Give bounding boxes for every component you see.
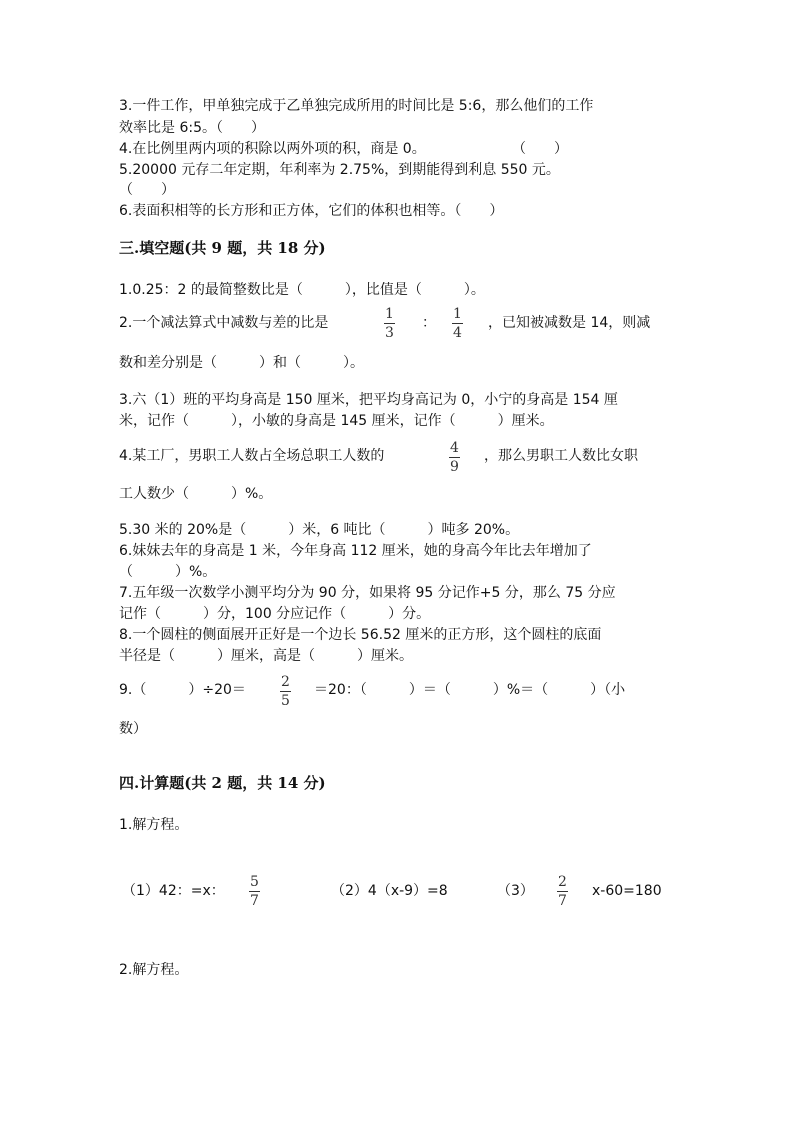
fill-q6-line2: （ ）%。 [119, 564, 217, 580]
equation-3-body: x-60=180 [592, 883, 662, 899]
fill-q7-line1: 7.五年级一次数学小测平均分为 90 分，如果将 95 分记作+5 分，那么 75 分应 [119, 585, 616, 601]
fraction-numerator: 2 [558, 874, 567, 890]
fill-q2-fraction-2 [452, 306, 463, 341]
judge-q5-line1: 5.20000 元存二年定期，年利率为 2.75%，到期能得到利息 550 元。 [119, 162, 560, 178]
equation-1: （1）42：=x： [122, 883, 225, 899]
judge-q5-line2: （ ） [119, 182, 175, 198]
fill-q3-line2: 米，记作（ ），小敏的身高是 145 厘米，记作（ ）厘米。 [119, 413, 554, 429]
calc-q1: 1.解方程。 [119, 817, 189, 833]
calc-q2: 2.解方程。 [119, 962, 189, 978]
judge-q4: 4.在比例里两内项的积除以两外项的积，商是 0。 [119, 141, 426, 157]
fill-q5: 5.30 米的 20%是（ ）米，6 吨比（ ）吨多 20%。 [119, 522, 520, 538]
fill-q1: 1.0.25：2 的最简整数比是（ ），比值是（ ）。 [119, 282, 485, 298]
fill-q4-a: 4.某工厂，男职工人数占全场总职工人数的 [119, 448, 385, 464]
fraction-numerator: 1 [453, 306, 462, 322]
fill-q3-line1: 3.六（1）班的平均身高是 150 厘米，把平均身高记为 0，小宁的身高是 154 厘 [119, 392, 618, 408]
fraction-numerator: 4 [450, 440, 459, 456]
fraction-denominator: 3 [385, 325, 394, 341]
section4-title: 四.计算题(共 2 题，共 14 分) [119, 774, 326, 792]
equation-2: （2）4（x-9）=8 [331, 883, 448, 899]
fill-q9-a: 9.（ ）÷20＝ [119, 682, 246, 698]
fill-q2-a: 2.一个减法算式中减数与差的比是 [119, 315, 329, 331]
fill-q2-colon: ： [422, 315, 436, 331]
fill-q4-line2: 工人数少（ ）%。 [119, 486, 273, 502]
fill-q7-line2: 记作（ ）分，100 分应记作（ ）分。 [119, 606, 431, 622]
fill-q9-fraction [280, 674, 291, 709]
fraction-denominator: 4 [453, 325, 462, 341]
fraction-numerator: 1 [385, 306, 394, 322]
judge-q4-paren: （ ） [512, 141, 568, 157]
fill-q2-line2: 数和差分别是（ ）和（ ）。 [119, 355, 364, 371]
fill-q2-b: ，已知被减数是 14，则减 [488, 315, 651, 331]
fill-q4-b: ，那么男职工人数比女职 [484, 448, 638, 464]
fill-q8-line2: 半径是（ ）厘米，高是（ ）厘米。 [119, 648, 413, 664]
fill-q4-fraction [449, 440, 460, 475]
fill-q8-line1: 8.一个圆柱的侧面展开正好是一个边长 56.52 厘米的正方形，这个圆柱的底面 [119, 627, 602, 643]
equation-1-fraction [249, 874, 260, 909]
fraction-numerator: 2 [281, 674, 290, 690]
fraction-numerator: 5 [250, 874, 259, 890]
fraction-denominator: 7 [558, 893, 567, 909]
equation-3-label: （3） [497, 883, 534, 899]
section3-title: 三.填空题(共 9 题，共 18 分) [119, 239, 326, 257]
fraction-denominator: 7 [250, 893, 259, 909]
fraction-denominator: 5 [281, 693, 290, 709]
fill-q6-line1: 6.妹妹去年的身高是 1 米，今年身高 112 厘米，她的身高今年比去年增加了 [119, 543, 592, 559]
judge-q6: 6.表面积相等的长方形和正方体，它们的体积也相等。（ ） [119, 203, 504, 219]
judge-q3-line2: 效率比是 6:5。（ ） [119, 120, 265, 136]
judge-q3-line1: 3.一件工作，甲单独完成于乙单独完成所用的时间比是 5:6，那么他们的工作 [119, 98, 594, 114]
fraction-denominator: 9 [450, 459, 459, 475]
fill-q2-fraction-1 [384, 306, 395, 341]
fill-q9-line2: 数） [119, 721, 147, 737]
fill-q9-b: ＝20：（ ）＝（ ）%＝（ ）（小 [314, 682, 626, 698]
equation-3-fraction [557, 874, 568, 909]
